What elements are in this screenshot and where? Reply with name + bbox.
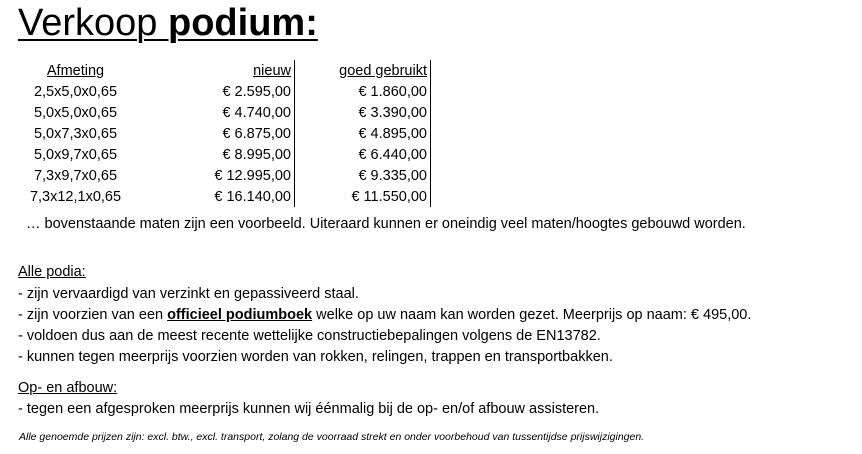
cell-new: € 16.140,00 — [133, 186, 295, 207]
cell-new: € 6.875,00 — [133, 123, 295, 144]
cell-size: 5,0x7,3x0,65 — [33, 125, 118, 142]
list-item — [18, 306, 751, 324]
size-note: … bovenstaande maten zijn een voorbeeld. Uiteraard kunnen er oneindig veel maten/hoogtes gebouwd worden. — [26, 216, 746, 232]
list-item: - kunnen tegen meerprijs voorzien worden van rokken, relingen, trappen en transportbakken. — [18, 349, 613, 365]
list-item-text: welke op uw naam kan worden gezet. Meerprijs op naam: € 495,00. — [312, 307, 752, 323]
cell-size: 5,0x9,7x0,65 — [33, 146, 118, 163]
cell-new: € 12.995,00 — [133, 165, 295, 186]
title-light: Verkoop — [18, 2, 168, 44]
price-table — [18, 60, 431, 207]
cell-used: € 6.440,00 — [295, 144, 431, 165]
table-row — [18, 81, 431, 102]
section-heading-all-podia: Alle podia: — [18, 264, 86, 280]
list-item: - zijn vervaardigd van verzinkt en gepassiveerd staal. — [18, 286, 359, 302]
cell-used: € 1.860,00 — [295, 81, 431, 102]
header-used: goed gebruikt — [295, 60, 431, 81]
cell-new: € 2.595,00 — [133, 81, 295, 102]
header-size: Afmeting — [46, 62, 105, 79]
cell-size: 2,5x5,0x0,65 — [33, 83, 118, 100]
price-footnote: Alle genoemde prijzen zijn: excl. btw., excl. transport, zolang de voorraad strekt en onder voorbehoud van tussentijdse prijswijzigingen. — [19, 431, 645, 443]
cell-used: € 11.550,00 — [295, 186, 431, 207]
cell-used: € 3.390,00 — [295, 102, 431, 123]
cell-size: 7,3x12,1x0,65 — [29, 188, 122, 205]
cell-new: € 8.995,00 — [133, 144, 295, 165]
table-header-row — [18, 60, 431, 81]
cell-used: € 4.895,00 — [295, 123, 431, 144]
cell-size: 5,0x5,0x0,65 — [33, 104, 118, 121]
table-row — [18, 102, 431, 123]
cell-new: € 4.740,00 — [133, 102, 295, 123]
cell-size: 7,3x9,7x0,65 — [33, 167, 118, 184]
section-heading-build: Op- en afbouw: — [18, 380, 118, 396]
table-row — [18, 186, 431, 207]
title-bold: podium: — [168, 2, 318, 44]
table-row — [18, 165, 431, 186]
list-item: - voldoen dus aan de meest recente wettelijke constructiebepalingen volgens de EN13782. — [18, 328, 601, 344]
podiumboek-link[interactable]: officieel podiumboek — [167, 307, 313, 323]
list-item-text: - zijn voorzien van een — [18, 307, 168, 323]
header-new: nieuw — [133, 60, 295, 81]
cell-used: € 9.335,00 — [295, 165, 431, 186]
page-title — [18, 0, 318, 46]
table-row — [18, 144, 431, 165]
table-row — [18, 123, 431, 144]
list-item: - tegen een afgesproken meerprijs kunnen wij éénmalig bij de op- en/of afbouw assisteren. — [18, 401, 600, 417]
